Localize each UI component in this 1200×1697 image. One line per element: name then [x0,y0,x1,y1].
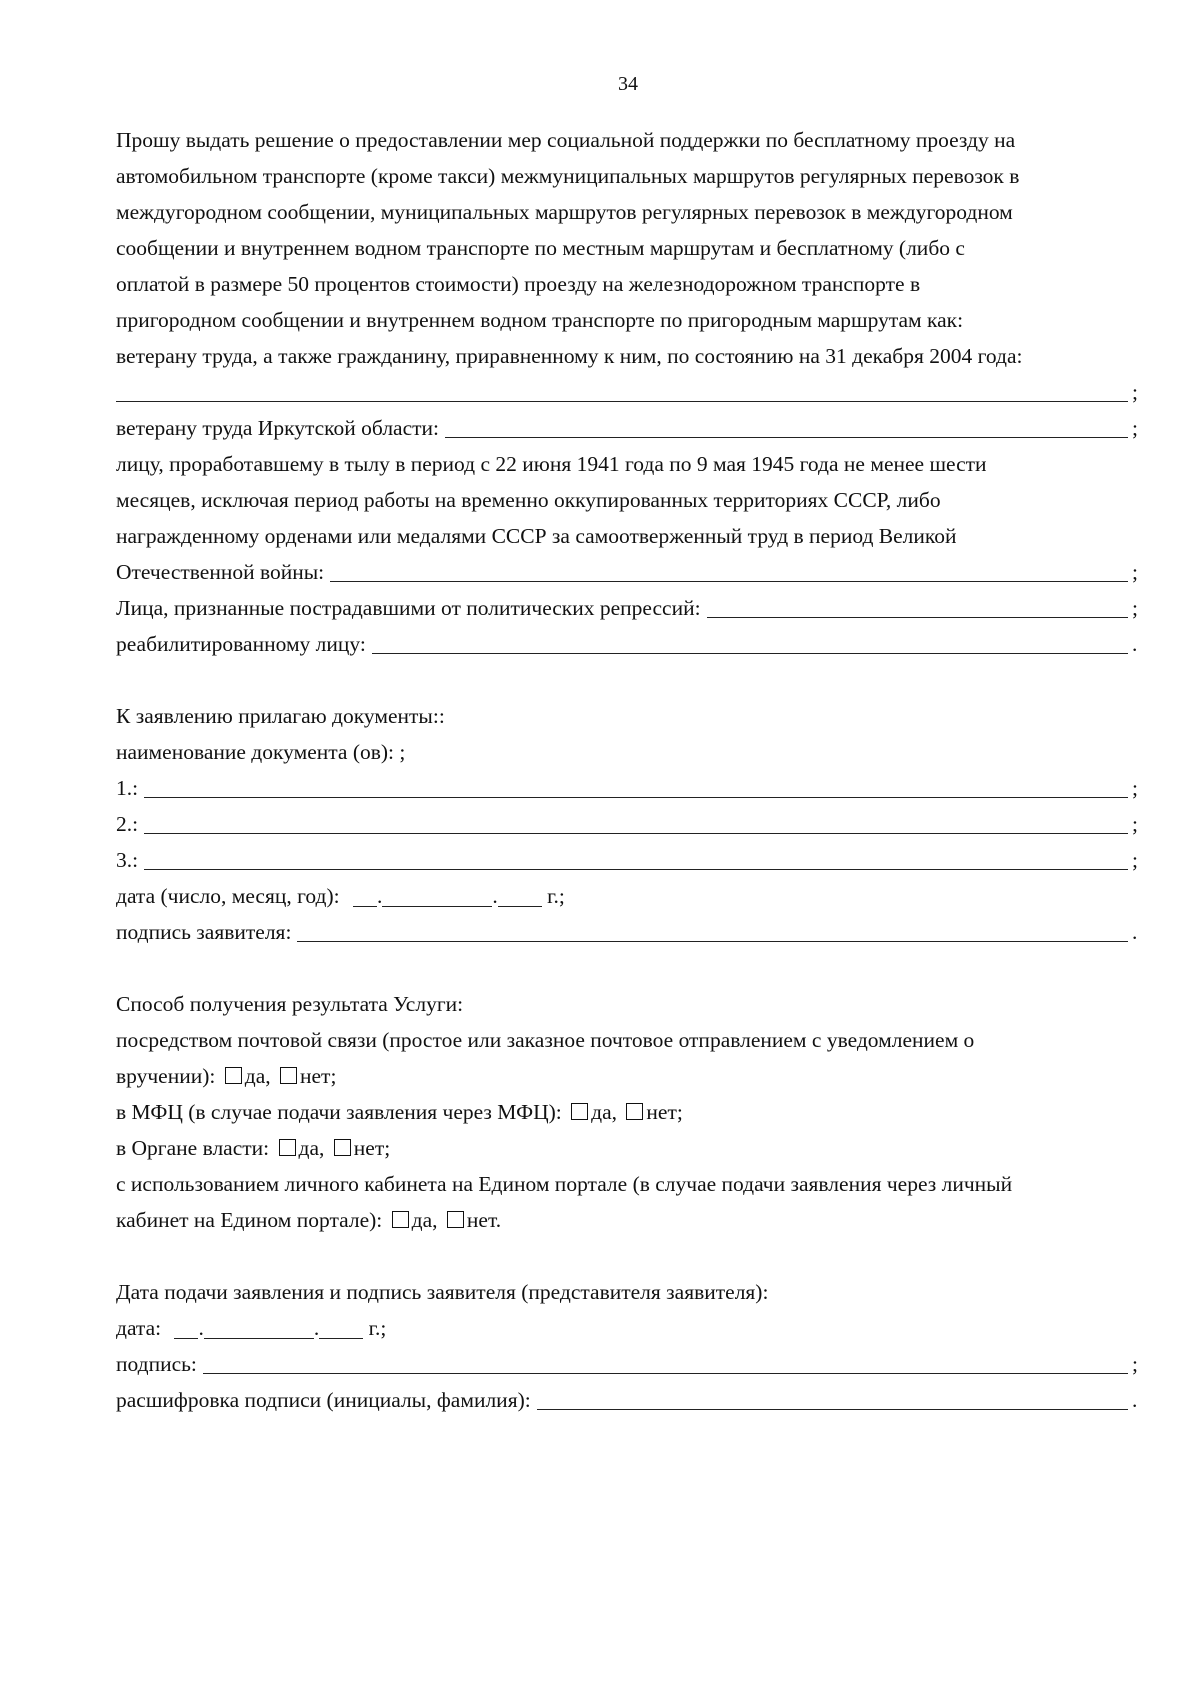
veteran-end: ; [1132,380,1138,404]
document-page [116,0,1140,1697]
delivery-authority-option: в Органе власти: да, нет; [116,1136,391,1160]
applicant-signature-blank[interactable] [297,921,1128,942]
document-item-label: 3.: [116,848,139,872]
request-line-4: сообщении и внутреннем водном транспорте по местным маршрутам и бесплатному (либо с [116,236,965,260]
document-item-blank[interactable] [144,849,1128,870]
date-year-blank[interactable] [498,886,542,907]
signature-decoding-field: расшифровка подписи (инициалы, фамилия): . [116,1382,1140,1418]
document-item-blank[interactable] [144,813,1128,834]
veteran-blank[interactable] [116,381,1128,402]
request-line-5: оплатой в размере 50 процентов стоимости) проезду на железнодорожном транспорте в [116,272,921,296]
submission-year-blank[interactable] [319,1318,363,1339]
portal-no-checkbox[interactable] [447,1211,464,1228]
request-line-6: пригородном сообщении и внутреннем водном транспорте по пригородным маршрутам как: [116,308,964,332]
submission-signature-field: подпись: ; [116,1346,1140,1382]
document-item-label: 1.: [116,776,139,800]
portal-yes-checkbox[interactable] [392,1211,409,1228]
rear-line-1: лицу, проработавшему в тылу в период с 22 июня 1941 года по 9 мая 1945 года не менее шести [116,452,987,476]
delivery-heading: Способ получения результата Услуги: [116,992,464,1016]
rear-worker-field: Отечественной войны: ; [116,554,1140,590]
post-yes-checkbox[interactable] [225,1067,242,1084]
delivery-post-line-1: посредством почтовой связи (простое или заказное почтовое отправлением с уведомлением о [116,1028,975,1052]
documents-date-line: дата (число, месяц, год): . . г.; [116,884,565,908]
documents-name-label: наименование документа (ов): ; [116,740,406,764]
post-no-checkbox[interactable] [280,1067,297,1084]
rear-line-3: награжденному орденами или медалями СССР за самоотверженный труд в период Великой [116,524,957,548]
irkutsk-veteran-blank[interactable] [445,417,1128,438]
document-item-2: 2.: ; [116,806,1140,842]
signature-decoding-blank[interactable] [537,1389,1128,1410]
request-line-2: автомобильном транспорте (кроме такси) межмуниципальных маршрутов регулярных перевозок в [116,164,1020,188]
rear-worker-blank[interactable] [330,561,1128,582]
document-item-1: 1.: ; [116,770,1140,806]
submission-signature-label: подпись: [116,1352,197,1376]
delivery-post-option: вручении): да, нет; [116,1064,337,1088]
document-item-label: 2.: [116,812,139,836]
application-form [116,122,1140,1418]
delivery-portal-option: кабинет на Едином портале): да, нет. [116,1208,502,1232]
submission-heading: Дата подачи заявления и подпись заявителя (представителя заявителя): [116,1280,769,1304]
document-item-blank[interactable] [144,777,1128,798]
page-number: 34 [618,73,638,95]
documents-heading: К заявлению прилагаю документы:: [116,704,445,728]
request-line-1: Прошу выдать решение о предоставлении мер социальной поддержки по бесплатному проезду на [116,128,1016,152]
submission-date-label: дата: [116,1316,162,1340]
submission-month-blank[interactable] [204,1318,314,1339]
submission-day-blank[interactable] [174,1318,198,1339]
repressed-field: Лица, признанные пострадавшими от политических репрессий: ; [116,590,1140,626]
applicant-signature-field: подпись заявителя: . [116,914,1140,950]
rehabilitated-field: реабилитированному лицу: . [116,626,1140,662]
documents-date-label: дата (число, месяц, год): [116,884,340,908]
irkutsk-veteran-label: ветерану труда Иркутской области: [116,416,440,440]
rear-line-2: месяцев, исключая период работы на временно оккупированных территориях СССР, либо [116,488,941,512]
date-day-blank[interactable] [353,886,377,907]
document-item-3: 3.: ; [116,842,1140,878]
authority-no-checkbox[interactable] [334,1139,351,1156]
request-line-7: ветерану труда, а также гражданину, приравненному к ним, по состоянию на 31 декабря 2004 года: [116,344,1023,368]
repressed-label: Лица, признанные пострадавшими от политических репрессий: [116,596,701,620]
date-month-blank[interactable] [382,886,492,907]
mfc-yes-checkbox[interactable] [571,1103,588,1120]
rear-worker-label: Отечественной войны: [116,560,325,584]
signature-decoding-label: расшифровка подписи (инициалы, фамилия): [116,1388,531,1412]
mfc-no-checkbox[interactable] [626,1103,643,1120]
delivery-mfc-option: в МФЦ (в случае подачи заявления через МФЦ): да, нет; [116,1100,683,1124]
request-line-3: междугородном сообщении, муниципальных маршрутов регулярных перевозок в междугородном [116,200,1013,224]
veteran-field [116,374,1140,410]
repressed-blank[interactable] [707,597,1128,618]
authority-yes-checkbox[interactable] [279,1139,296,1156]
submission-signature-blank[interactable] [203,1353,1128,1374]
submission-date-line: дата: . . г.; [116,1316,387,1340]
applicant-signature-label: подпись заявителя: [116,920,292,944]
rehabilitated-label: реабилитированному лицу: [116,632,366,656]
rehabilitated-blank[interactable] [372,633,1128,654]
delivery-portal-line-1: с использованием личного кабинета на Едином портале (в случае подачи заявления через личный [116,1172,1013,1196]
irkutsk-veteran-field: ветерану труда Иркутской области: ; [116,410,1140,446]
